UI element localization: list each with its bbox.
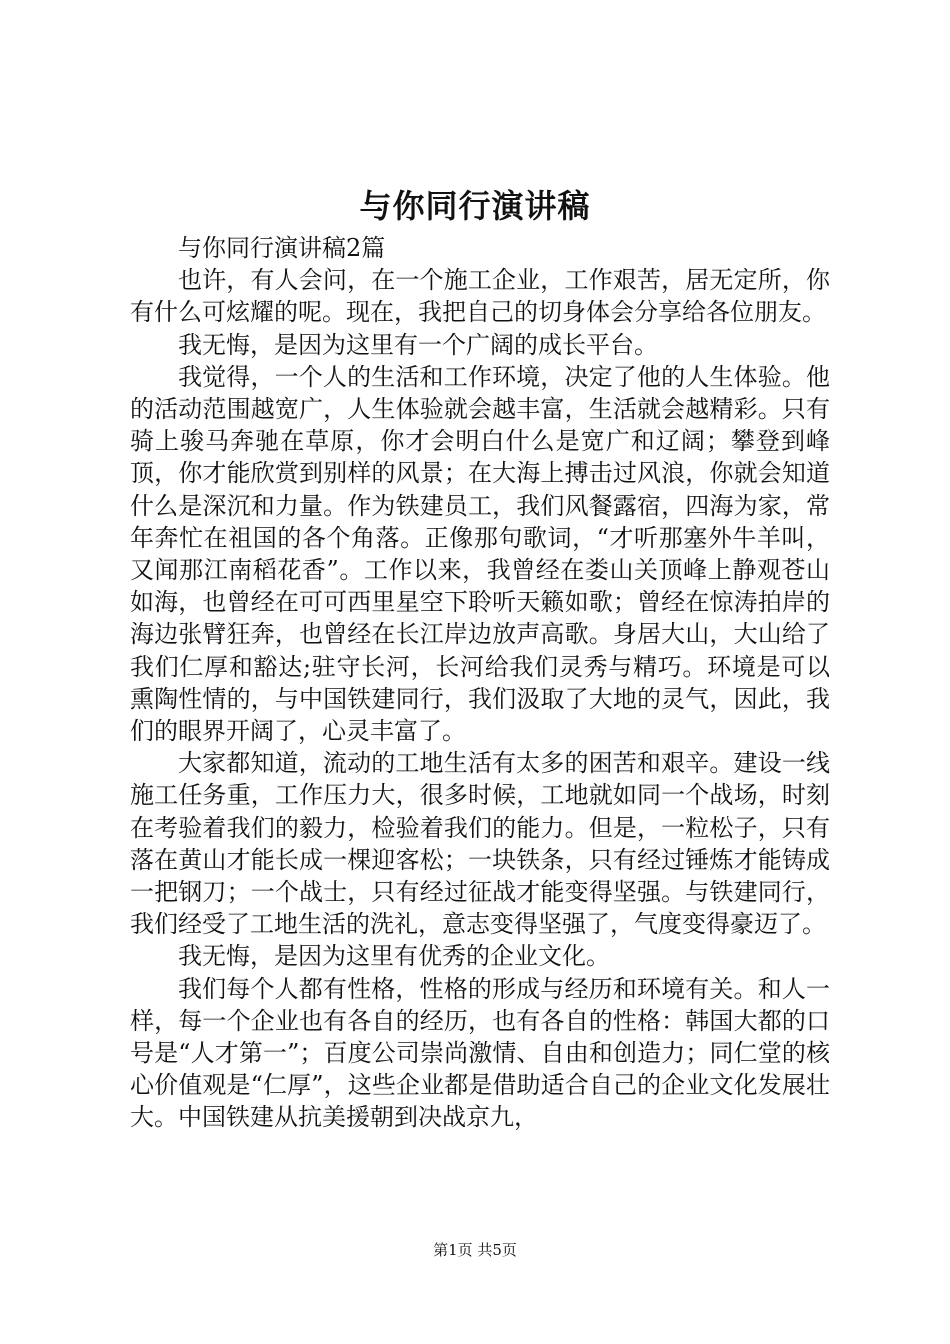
document-body bbox=[130, 232, 830, 1134]
document-title: 与你同行演讲稿 bbox=[359, 187, 591, 225]
body-paragraph: 我无悔，是因为这里有一个广阔的成长平台。 bbox=[178, 330, 658, 359]
body-paragraph: 大家都知道，流动的工地生活有太多的困苦和艰辛。建设一线施工任务重，工作压力大，很多时候，工地就如同一个战场，时刻在考验着我们的毅力，检验着我们的能力。但是，一粒松子，只有落在黄山才能长成一棵迎客松；一块铁条，只有经过锤炼才能铸成一把钢刀；一个战士，只有经过征战才能变得坚强。与铁建同行，我们经受了工地生活的洗礼，意志变得坚强了，气度变得豪迈了。 bbox=[130, 749, 830, 939]
body-paragraph: 也许，有人会问，在一个施工企业，工作艰苦，居无定所，你有什么可炫耀的呢。现在，我把自己的切身体会分享给各位朋友。 bbox=[130, 266, 830, 327]
subtitle-paragraph: 与你同行演讲稿2篇 bbox=[178, 234, 386, 262]
body-paragraph: 我无悔，是因为这里有优秀的企业文化。 bbox=[178, 942, 610, 971]
body-paragraph: 我觉得，一个人的生活和工作环境，决定了他的人生体验。他的活动范围越宽广，人生体验就会越丰富，生活就会越精彩。只有骑上骏马奔驰在草原，你才会明白什么是宽广和辽阔；攀登到峰顶，你才能欣赏到别样的风景；在大海上搏击过风浪，你就会知道什么是深沉和力量。作为铁建员工，我们风餐露宿，四海为家，常年奔忙在祖国的各个角落。正像那句歌词，“才听那塞外牛羊叫，又闻那江南稻花香”。工作以来，我曾经在娄山关顶峰上静观苍山如海，也曾经在可可西里星空下聆听天籁如歌；曾经在惊涛拍岸的海边张臂狂奔，也曾经在长江岸边放声高歌。身居大山，大山给了我们仁厚和豁达;驻守长河，长河给我们灵秀与精巧。环境是可以熏陶性情的，与中国铁建同行，我们汲取了大地的灵气，因此，我们的眼界开阔了，心灵丰富了。 bbox=[130, 362, 830, 746]
body-paragraph: 我们每个人都有性格，性格的形成与经历和环境有关。和人一样，每一个企业也有各自的经历，也有各自的性格：韩国大都的口号是“人才第一”；百度公司崇尚激情、自由和创造力；同仁堂的核心价值观是“仁厚”，这些企业都是借助适合自己的企业文化发展壮大。中国铁建从抗美援朝到决战京九， bbox=[130, 974, 830, 1132]
page-number-footer: 第1页 共5页 bbox=[433, 1241, 517, 1259]
